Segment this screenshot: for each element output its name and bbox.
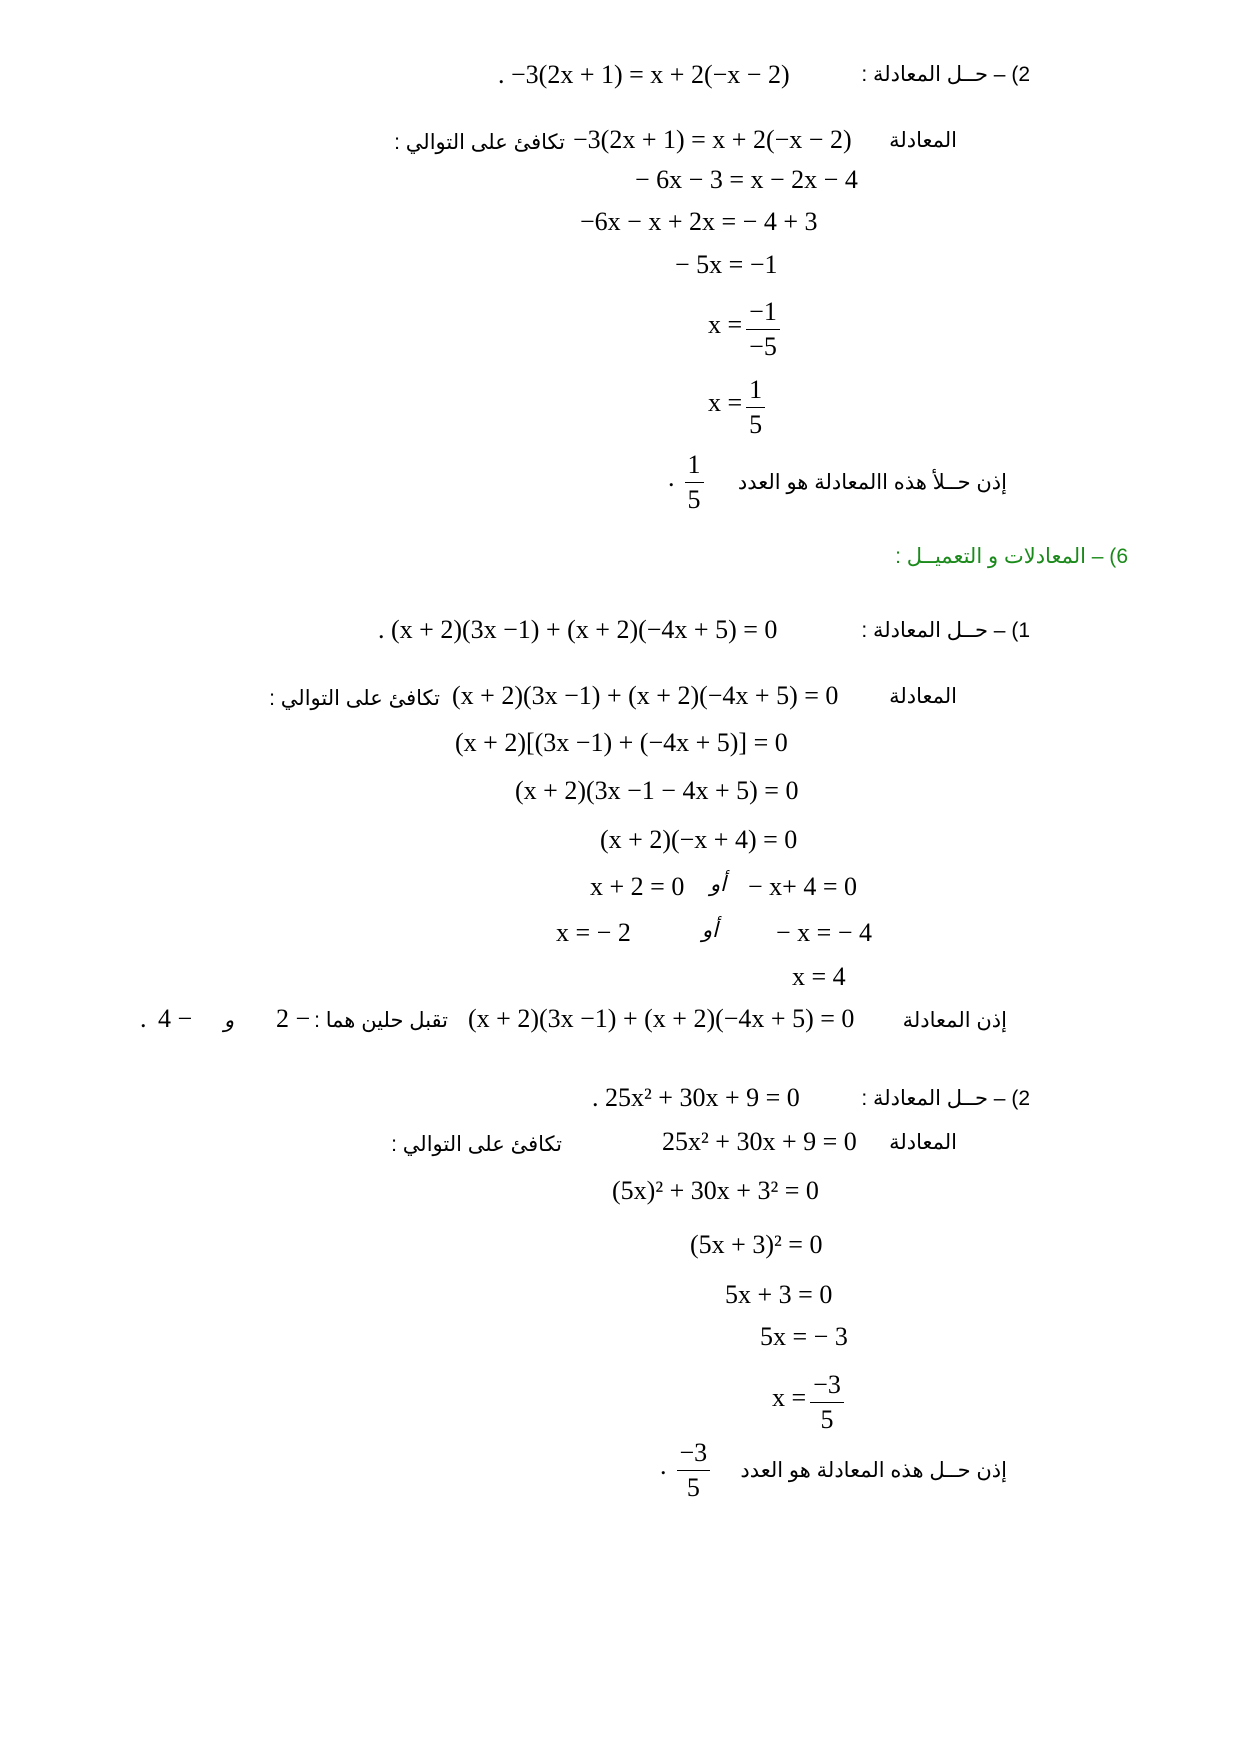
- part2b-step-1: (5x)² + 30x + 3² = 0: [612, 1176, 819, 1205]
- part2b-step-2: (5x + 3)² = 0: [690, 1230, 823, 1259]
- fraction-denominator: 5: [687, 485, 701, 514]
- part2b-conclusion: إذن حــل هذه المعادلة هو العدد: [740, 1459, 1007, 1482]
- fraction-denominator: 5: [820, 1405, 834, 1434]
- answer-fraction: [685, 448, 704, 517]
- fraction-denominator: −5: [749, 332, 777, 361]
- part1b-heading: 1) – حــل المعادلة :: [861, 619, 1030, 642]
- part1b-or-line-1-or: أو: [710, 873, 726, 896]
- part2b-heading: 2) – حــل المعادلة :: [861, 1087, 1030, 1110]
- part2a-intro-tail: تكافئ على التوالي :: [394, 131, 565, 154]
- part1b-or-line-1-right: − x+ 4 = 0: [748, 872, 857, 901]
- fraction-numerator: −3: [810, 1368, 844, 1403]
- fraction: [746, 373, 765, 442]
- fraction-numerator: 1: [746, 373, 765, 408]
- part1b-step-2: (x + 2)(3x −1 − 4x + 5) = 0: [515, 776, 799, 805]
- fraction-numerator: −1: [746, 295, 780, 330]
- frac-lhs: x =: [772, 1383, 807, 1413]
- frac-lhs: x =: [708, 310, 743, 340]
- part2a-step-1: − 6x − 3 = x − 2x − 4: [635, 165, 858, 194]
- part1b-last-step: x = 4: [792, 962, 846, 991]
- part2b-intro-label: المعادلة: [889, 1131, 957, 1154]
- part1b-and: و: [224, 1009, 235, 1032]
- part1b-intro-tail: تكافئ على التوالي :: [269, 687, 440, 710]
- part2a-step-3: − 5x = −1: [675, 250, 778, 279]
- fraction: [746, 295, 780, 364]
- part2b-step-4: 5x = − 3: [760, 1322, 848, 1351]
- part2b-intro-equation: 25x² + 30x + 9 = 0: [662, 1127, 857, 1156]
- answer-dot: .: [668, 463, 675, 493]
- part1b-or-line-2-left: x = − 2: [556, 918, 631, 947]
- answer-dot: .: [660, 1451, 667, 1481]
- fraction-denominator: 5: [686, 1473, 700, 1502]
- part2a-intro-equation: −3(2x + 1) = x + 2(−x − 2): [573, 125, 852, 154]
- fraction-numerator: −3: [677, 1436, 711, 1471]
- part2a-fraction-step-2: [708, 373, 765, 442]
- part2a-step-2: −6x − x + 2x = − 4 + 3: [580, 207, 818, 236]
- answer-fraction: [677, 1436, 711, 1505]
- fraction-denominator: 5: [749, 410, 763, 439]
- part2b-fraction-step: [772, 1368, 844, 1437]
- frac-lhs: x =: [708, 388, 743, 418]
- part1b-or-line-2-or: أو: [702, 919, 718, 942]
- part2b-intro-tail: تكافئ على التوالي :: [391, 1133, 562, 1156]
- part2b-step-3: 5x + 3 = 0: [725, 1280, 833, 1309]
- part2b-answer: [660, 1436, 710, 1505]
- part1b-or-line-1-left: x + 2 = 0: [590, 872, 685, 901]
- part2a-intro-label: المعادلة: [889, 129, 957, 152]
- fraction: [810, 1368, 844, 1437]
- part1b-solution-1: 2 −: [276, 1004, 311, 1033]
- section-6-title: 6) – المعادلات و التعميــل :: [895, 545, 1128, 568]
- fraction-numerator: 1: [685, 448, 704, 483]
- part1b-intro-label: المعادلة: [889, 685, 957, 708]
- part1b-conclusion-equation: (x + 2)(3x −1) + (x + 2)(−4x + 5) = 0: [468, 1004, 855, 1033]
- part1b-conclusion-start: إذن المعادلة: [902, 1009, 1007, 1032]
- part2a-conclusion: إذن حــلأ هذه االمعادلة هو العدد: [737, 471, 1007, 494]
- part2b-heading-equation: . 25x² + 30x + 9 = 0: [592, 1083, 800, 1112]
- part1b-conclusion-end: تقبل حلين هما :: [314, 1009, 448, 1032]
- part1b-step-1: (x + 2)[(3x −1) + (−4x + 5)] = 0: [455, 728, 788, 757]
- part1b-solution-2: 4 −: [158, 1004, 193, 1033]
- part1b-final-dot: .: [140, 1004, 147, 1033]
- part1b-or-line-2-right: − x = − 4: [776, 918, 872, 947]
- part1b-heading-equation: . (x + 2)(3x −1) + (x + 2)(−4x + 5) = 0: [378, 615, 778, 644]
- part2a-heading-equation: . −3(2x + 1) = x + 2(−x − 2): [498, 60, 790, 89]
- part2a-heading: 2) – حــل المعادلة :: [861, 63, 1030, 86]
- part1b-step-3: (x + 2)(−x + 4) = 0: [600, 825, 798, 854]
- part2a-answer: [668, 448, 704, 517]
- part1b-intro-equation: (x + 2)(3x −1) + (x + 2)(−4x + 5) = 0: [452, 681, 839, 710]
- part2a-fraction-step-1: [708, 295, 780, 364]
